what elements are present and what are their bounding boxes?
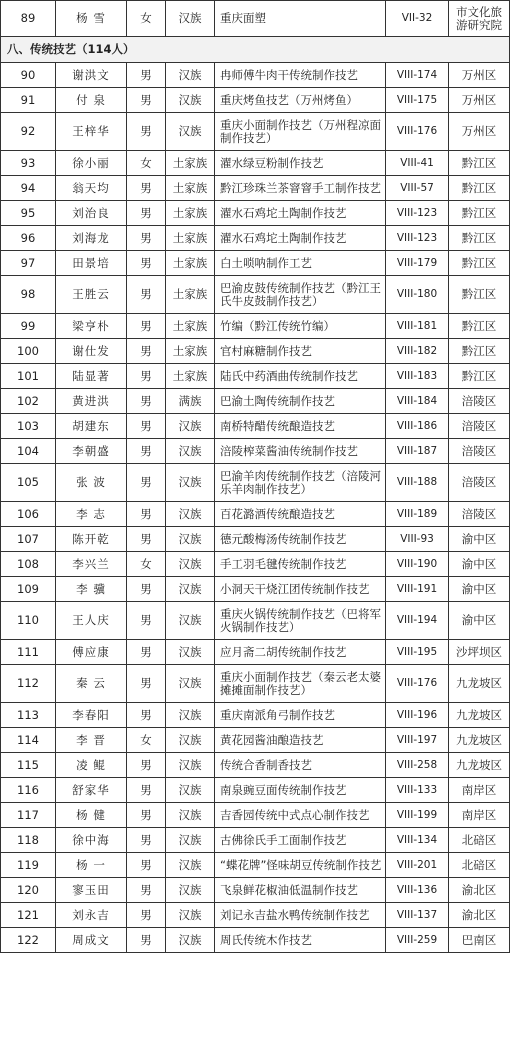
cell-ethnicity: 土家族 [166, 339, 215, 364]
cell-project: 冉师傅牛肉干传统制作技艺 [215, 63, 386, 88]
table-row [1, 201, 510, 226]
cell-ethnicity: 汉族 [166, 828, 215, 853]
section-row [1, 37, 510, 63]
table-row [1, 502, 510, 527]
cell-name: 王胜云 [56, 276, 127, 314]
cell-code: VIII-195 [386, 640, 449, 665]
cell-no: 108 [1, 552, 56, 577]
cell-code: VIII-179 [386, 251, 449, 276]
cell-sex: 男 [127, 414, 166, 439]
cell-ethnicity: 土家族 [166, 276, 215, 314]
cell-unit: 九龙坡区 [449, 703, 510, 728]
cell-no: 96 [1, 226, 56, 251]
cell-name: 刘海龙 [56, 226, 127, 251]
cell-no: 121 [1, 903, 56, 928]
cell-no: 102 [1, 389, 56, 414]
table-row [1, 577, 510, 602]
cell-unit: 北碚区 [449, 828, 510, 853]
cell-code: VIII-183 [386, 364, 449, 389]
cell-project: 濯水绿豆粉制作技艺 [215, 151, 386, 176]
table-row [1, 803, 510, 828]
cell-no: 120 [1, 878, 56, 903]
cell-no: 111 [1, 640, 56, 665]
cell-name: 刘治良 [56, 201, 127, 226]
cell-ethnicity: 汉族 [166, 602, 215, 640]
table-row [1, 928, 510, 953]
cell-name: 王梓华 [56, 113, 127, 151]
cell-name: 陆显著 [56, 364, 127, 389]
cell-sex: 男 [127, 853, 166, 878]
cell-no: 117 [1, 803, 56, 828]
cell-ethnicity: 汉族 [166, 665, 215, 703]
cell-name: 周成文 [56, 928, 127, 953]
cell-project: 巴渝羊肉传统制作技艺（涪陵河乐羊肉制作技艺） [215, 464, 386, 502]
table-row [1, 903, 510, 928]
cell-project: 重庆烤鱼技艺（万州烤鱼） [215, 88, 386, 113]
cell-code: VIII-134 [386, 828, 449, 853]
table-row [1, 552, 510, 577]
cell-ethnicity: 汉族 [166, 88, 215, 113]
cell-sex: 男 [127, 364, 166, 389]
cell-name: 张 波 [56, 464, 127, 502]
cell-code: VIII-137 [386, 903, 449, 928]
table-row [1, 853, 510, 878]
cell-no: 105 [1, 464, 56, 502]
table-row [1, 439, 510, 464]
cell-name: 谢仕发 [56, 339, 127, 364]
cell-ethnicity: 土家族 [166, 151, 215, 176]
cell-name: 王人庆 [56, 602, 127, 640]
table-row [1, 251, 510, 276]
cell-no: 91 [1, 88, 56, 113]
cell-sex: 女 [127, 1, 166, 37]
cell-unit: 渝北区 [449, 903, 510, 928]
cell-unit: 万州区 [449, 113, 510, 151]
table-row [1, 63, 510, 88]
cell-unit: 九龙坡区 [449, 728, 510, 753]
cell-code: VIII-189 [386, 502, 449, 527]
cell-sex: 男 [127, 464, 166, 502]
table-row [1, 665, 510, 703]
cell-no: 110 [1, 602, 56, 640]
cell-sex: 男 [127, 113, 166, 151]
cell-no: 122 [1, 928, 56, 953]
cell-unit: 黔江区 [449, 251, 510, 276]
cell-project: 重庆小面制作技艺（万州程凉面制作技艺） [215, 113, 386, 151]
table-row [1, 339, 510, 364]
cell-sex: 男 [127, 226, 166, 251]
cell-no: 101 [1, 364, 56, 389]
cell-ethnicity: 汉族 [166, 640, 215, 665]
table-row [1, 1, 510, 37]
cell-sex: 男 [127, 803, 166, 828]
cell-sex: 女 [127, 151, 166, 176]
table-row [1, 389, 510, 414]
cell-project: 涪陵榨菜酱油传统制作技艺 [215, 439, 386, 464]
cell-unit: 万州区 [449, 63, 510, 88]
cell-ethnicity: 汉族 [166, 464, 215, 502]
cell-unit: 涪陵区 [449, 414, 510, 439]
cell-project: 传统合香制香技艺 [215, 753, 386, 778]
cell-code: VIII-175 [386, 88, 449, 113]
cell-code: VIII-176 [386, 113, 449, 151]
cell-project: 重庆南派角弓制作技艺 [215, 703, 386, 728]
cell-unit: 涪陵区 [449, 439, 510, 464]
cell-project: 白土唢呐制作工艺 [215, 251, 386, 276]
table-row [1, 226, 510, 251]
table-row [1, 314, 510, 339]
cell-no: 94 [1, 176, 56, 201]
cell-sex: 男 [127, 88, 166, 113]
cell-name: 寥玉田 [56, 878, 127, 903]
cell-ethnicity: 汉族 [166, 577, 215, 602]
cell-no: 107 [1, 527, 56, 552]
cell-name: 徐小丽 [56, 151, 127, 176]
cell-code: VIII-191 [386, 577, 449, 602]
cell-ethnicity: 土家族 [166, 314, 215, 339]
cell-code: VIII-194 [386, 602, 449, 640]
cell-no: 119 [1, 853, 56, 878]
cell-sex: 男 [127, 201, 166, 226]
cell-sex: 男 [127, 577, 166, 602]
cell-code: VIII-187 [386, 439, 449, 464]
cell-sex: 男 [127, 878, 166, 903]
cell-sex: 男 [127, 778, 166, 803]
cell-unit: 市文化旅游研究院 [449, 1, 510, 37]
cell-unit: 黔江区 [449, 151, 510, 176]
cell-project: 巴渝土陶传统制作技艺 [215, 389, 386, 414]
table-row [1, 703, 510, 728]
cell-ethnicity: 汉族 [166, 527, 215, 552]
cell-ethnicity: 土家族 [166, 364, 215, 389]
cell-unit: 沙坪坝区 [449, 640, 510, 665]
cell-ethnicity: 土家族 [166, 251, 215, 276]
cell-no: 112 [1, 665, 56, 703]
cell-sex: 女 [127, 728, 166, 753]
cell-project: 濯水石鸡坨土陶制作技艺 [215, 201, 386, 226]
cell-code: VIII-259 [386, 928, 449, 953]
cell-code: VIII-57 [386, 176, 449, 201]
cell-code: VIII-136 [386, 878, 449, 903]
cell-ethnicity: 汉族 [166, 414, 215, 439]
cell-no: 93 [1, 151, 56, 176]
cell-no: 100 [1, 339, 56, 364]
cell-unit: 万州区 [449, 88, 510, 113]
cell-sex: 男 [127, 903, 166, 928]
cell-name: 陈开乾 [56, 527, 127, 552]
cell-name: 李 晋 [56, 728, 127, 753]
cell-ethnicity: 汉族 [166, 753, 215, 778]
cell-project: 百花潞酒传统酿造技艺 [215, 502, 386, 527]
cell-sex: 男 [127, 527, 166, 552]
cell-ethnicity: 汉族 [166, 878, 215, 903]
cell-project: 濯水石鸡坨土陶制作技艺 [215, 226, 386, 251]
cell-no: 104 [1, 439, 56, 464]
cell-sex: 男 [127, 928, 166, 953]
cell-ethnicity: 土家族 [166, 176, 215, 201]
cell-code: VIII-190 [386, 552, 449, 577]
table-row [1, 640, 510, 665]
cell-no: 118 [1, 828, 56, 853]
cell-unit: 黔江区 [449, 176, 510, 201]
cell-sex: 男 [127, 665, 166, 703]
cell-sex: 男 [127, 251, 166, 276]
table-row [1, 828, 510, 853]
cell-unit: 黔江区 [449, 314, 510, 339]
cell-name: 付 泉 [56, 88, 127, 113]
cell-unit: 渝中区 [449, 602, 510, 640]
cell-no: 90 [1, 63, 56, 88]
cell-project: 吉香园传统中式点心制作技艺 [215, 803, 386, 828]
cell-no: 109 [1, 577, 56, 602]
cell-no: 113 [1, 703, 56, 728]
cell-no: 95 [1, 201, 56, 226]
cell-code: VIII-176 [386, 665, 449, 703]
cell-code: VIII-201 [386, 853, 449, 878]
cell-unit: 涪陵区 [449, 389, 510, 414]
cell-code: VIII-184 [386, 389, 449, 414]
table-row [1, 176, 510, 201]
cell-project: 巴渝皮鼓传统制作技艺（黔江王氏牛皮鼓制作技艺） [215, 276, 386, 314]
cell-no: 97 [1, 251, 56, 276]
cell-name: 秦 云 [56, 665, 127, 703]
cell-ethnicity: 汉族 [166, 703, 215, 728]
cell-ethnicity: 汉族 [166, 928, 215, 953]
cell-unit: 九龙坡区 [449, 665, 510, 703]
table-row [1, 527, 510, 552]
cell-ethnicity: 汉族 [166, 63, 215, 88]
cell-project: 南泉豌豆面传统制作技艺 [215, 778, 386, 803]
cell-ethnicity: 汉族 [166, 853, 215, 878]
table-row [1, 414, 510, 439]
cell-name: 梁亨朴 [56, 314, 127, 339]
cell-code: VIII-188 [386, 464, 449, 502]
cell-no: 92 [1, 113, 56, 151]
table-body [1, 1, 510, 953]
cell-no: 115 [1, 753, 56, 778]
cell-code: VIII-196 [386, 703, 449, 728]
table-row [1, 878, 510, 903]
cell-unit: 黔江区 [449, 339, 510, 364]
cell-name: 李朝盛 [56, 439, 127, 464]
cell-name: 凌 鲲 [56, 753, 127, 778]
cell-code: VIII-93 [386, 527, 449, 552]
cell-unit: 巴南区 [449, 928, 510, 953]
cell-code: VIII-180 [386, 276, 449, 314]
cell-sex: 男 [127, 828, 166, 853]
cell-unit: 北碚区 [449, 853, 510, 878]
cell-no: 106 [1, 502, 56, 527]
cell-unit: 渝中区 [449, 552, 510, 577]
cell-sex: 男 [127, 640, 166, 665]
cell-unit: 渝中区 [449, 527, 510, 552]
cell-sex: 男 [127, 314, 166, 339]
cell-no: 89 [1, 1, 56, 37]
table-row [1, 464, 510, 502]
cell-project: 重庆面塑 [215, 1, 386, 37]
cell-sex: 男 [127, 753, 166, 778]
table-row [1, 113, 510, 151]
cell-name: 李 骥 [56, 577, 127, 602]
cell-name: 翁天均 [56, 176, 127, 201]
table-row [1, 778, 510, 803]
cell-project: 手工羽毛毽传统制作技艺 [215, 552, 386, 577]
cell-project: 刘记永吉盐水鸭传统制作技艺 [215, 903, 386, 928]
cell-project: 古佛徐氏手工面制作技艺 [215, 828, 386, 853]
cell-code: VIII-123 [386, 226, 449, 251]
cell-code: VIII-258 [386, 753, 449, 778]
cell-no: 116 [1, 778, 56, 803]
cell-ethnicity: 汉族 [166, 728, 215, 753]
cell-name: 李兴兰 [56, 552, 127, 577]
cell-unit: 黔江区 [449, 201, 510, 226]
cell-ethnicity: 满族 [166, 389, 215, 414]
cell-ethnicity: 汉族 [166, 552, 215, 577]
cell-ethnicity: 汉族 [166, 439, 215, 464]
table-row [1, 602, 510, 640]
cell-name: 傅应康 [56, 640, 127, 665]
cell-sex: 男 [127, 439, 166, 464]
cell-unit: 南岸区 [449, 803, 510, 828]
cell-project: “蝶花牌”怪味胡豆传统制作技艺 [215, 853, 386, 878]
cell-no: 103 [1, 414, 56, 439]
cell-code: VIII-41 [386, 151, 449, 176]
section-title: 八、传统技艺（114人） [1, 37, 510, 63]
cell-unit: 九龙坡区 [449, 753, 510, 778]
cell-unit: 涪陵区 [449, 502, 510, 527]
cell-name: 黄进洪 [56, 389, 127, 414]
cell-code: VIII-182 [386, 339, 449, 364]
table-row [1, 753, 510, 778]
cell-project: 小洞天干烧江团传统制作技艺 [215, 577, 386, 602]
cell-unit: 南岸区 [449, 778, 510, 803]
cell-no: 98 [1, 276, 56, 314]
cell-project: 黄花园酱油酿造技艺 [215, 728, 386, 753]
cell-project: 南桥特醋传统酿造技艺 [215, 414, 386, 439]
table-row [1, 151, 510, 176]
cell-code: VIII-123 [386, 201, 449, 226]
cell-code: VII-32 [386, 1, 449, 37]
cell-project: 应月斋二胡传统制作技艺 [215, 640, 386, 665]
cell-code: VIII-186 [386, 414, 449, 439]
cell-sex: 男 [127, 389, 166, 414]
cell-code: VIII-197 [386, 728, 449, 753]
cell-ethnicity: 汉族 [166, 502, 215, 527]
cell-sex: 男 [127, 276, 166, 314]
cell-code: VIII-181 [386, 314, 449, 339]
cell-no: 114 [1, 728, 56, 753]
cell-name: 杨 一 [56, 853, 127, 878]
cell-ethnicity: 汉族 [166, 903, 215, 928]
cell-unit: 黔江区 [449, 226, 510, 251]
cell-sex: 女 [127, 552, 166, 577]
cell-name: 李春阳 [56, 703, 127, 728]
cell-code: VIII-133 [386, 778, 449, 803]
cell-name: 刘永吉 [56, 903, 127, 928]
cell-unit: 渝北区 [449, 878, 510, 903]
cell-name: 胡建东 [56, 414, 127, 439]
cell-sex: 男 [127, 703, 166, 728]
cell-sex: 男 [127, 176, 166, 201]
cell-code: VIII-174 [386, 63, 449, 88]
table-row [1, 364, 510, 389]
cell-project: 重庆小面制作技艺（秦云老太婆摊摊面制作技艺） [215, 665, 386, 703]
cell-project: 黔江珍珠兰茶窨窨手工制作技艺 [215, 176, 386, 201]
cell-sex: 男 [127, 502, 166, 527]
cell-project: 官村麻糖制作技艺 [215, 339, 386, 364]
cell-name: 李 志 [56, 502, 127, 527]
cell-name: 徐中海 [56, 828, 127, 853]
cell-unit: 黔江区 [449, 364, 510, 389]
cell-ethnicity: 汉族 [166, 778, 215, 803]
cell-unit: 渝中区 [449, 577, 510, 602]
cell-name: 杨 健 [56, 803, 127, 828]
cell-unit: 黔江区 [449, 276, 510, 314]
cell-name: 舒家华 [56, 778, 127, 803]
table-row [1, 276, 510, 314]
cell-project: 周氏传统木作技艺 [215, 928, 386, 953]
cell-ethnicity: 汉族 [166, 1, 215, 37]
cell-project: 飞泉鲜花椒油低温制作技艺 [215, 878, 386, 903]
cell-ethnicity: 土家族 [166, 201, 215, 226]
cell-code: VIII-199 [386, 803, 449, 828]
cell-project: 陆氏中药酒曲传统制作技艺 [215, 364, 386, 389]
cell-ethnicity: 汉族 [166, 113, 215, 151]
cell-project: 德元酸梅汤传统制作技艺 [215, 527, 386, 552]
cell-sex: 男 [127, 602, 166, 640]
cell-project: 竹编（黔江传统竹编） [215, 314, 386, 339]
cell-ethnicity: 汉族 [166, 803, 215, 828]
cell-project: 重庆火锅传统制作技艺（巴将军火锅制作技艺） [215, 602, 386, 640]
cell-unit: 涪陵区 [449, 464, 510, 502]
cell-name: 谢洪文 [56, 63, 127, 88]
cell-sex: 男 [127, 339, 166, 364]
cell-no: 99 [1, 314, 56, 339]
cell-sex: 男 [127, 63, 166, 88]
cell-name: 田景培 [56, 251, 127, 276]
cell-ethnicity: 土家族 [166, 226, 215, 251]
table-row [1, 88, 510, 113]
table-row [1, 728, 510, 753]
cell-name: 杨 雪 [56, 1, 127, 37]
